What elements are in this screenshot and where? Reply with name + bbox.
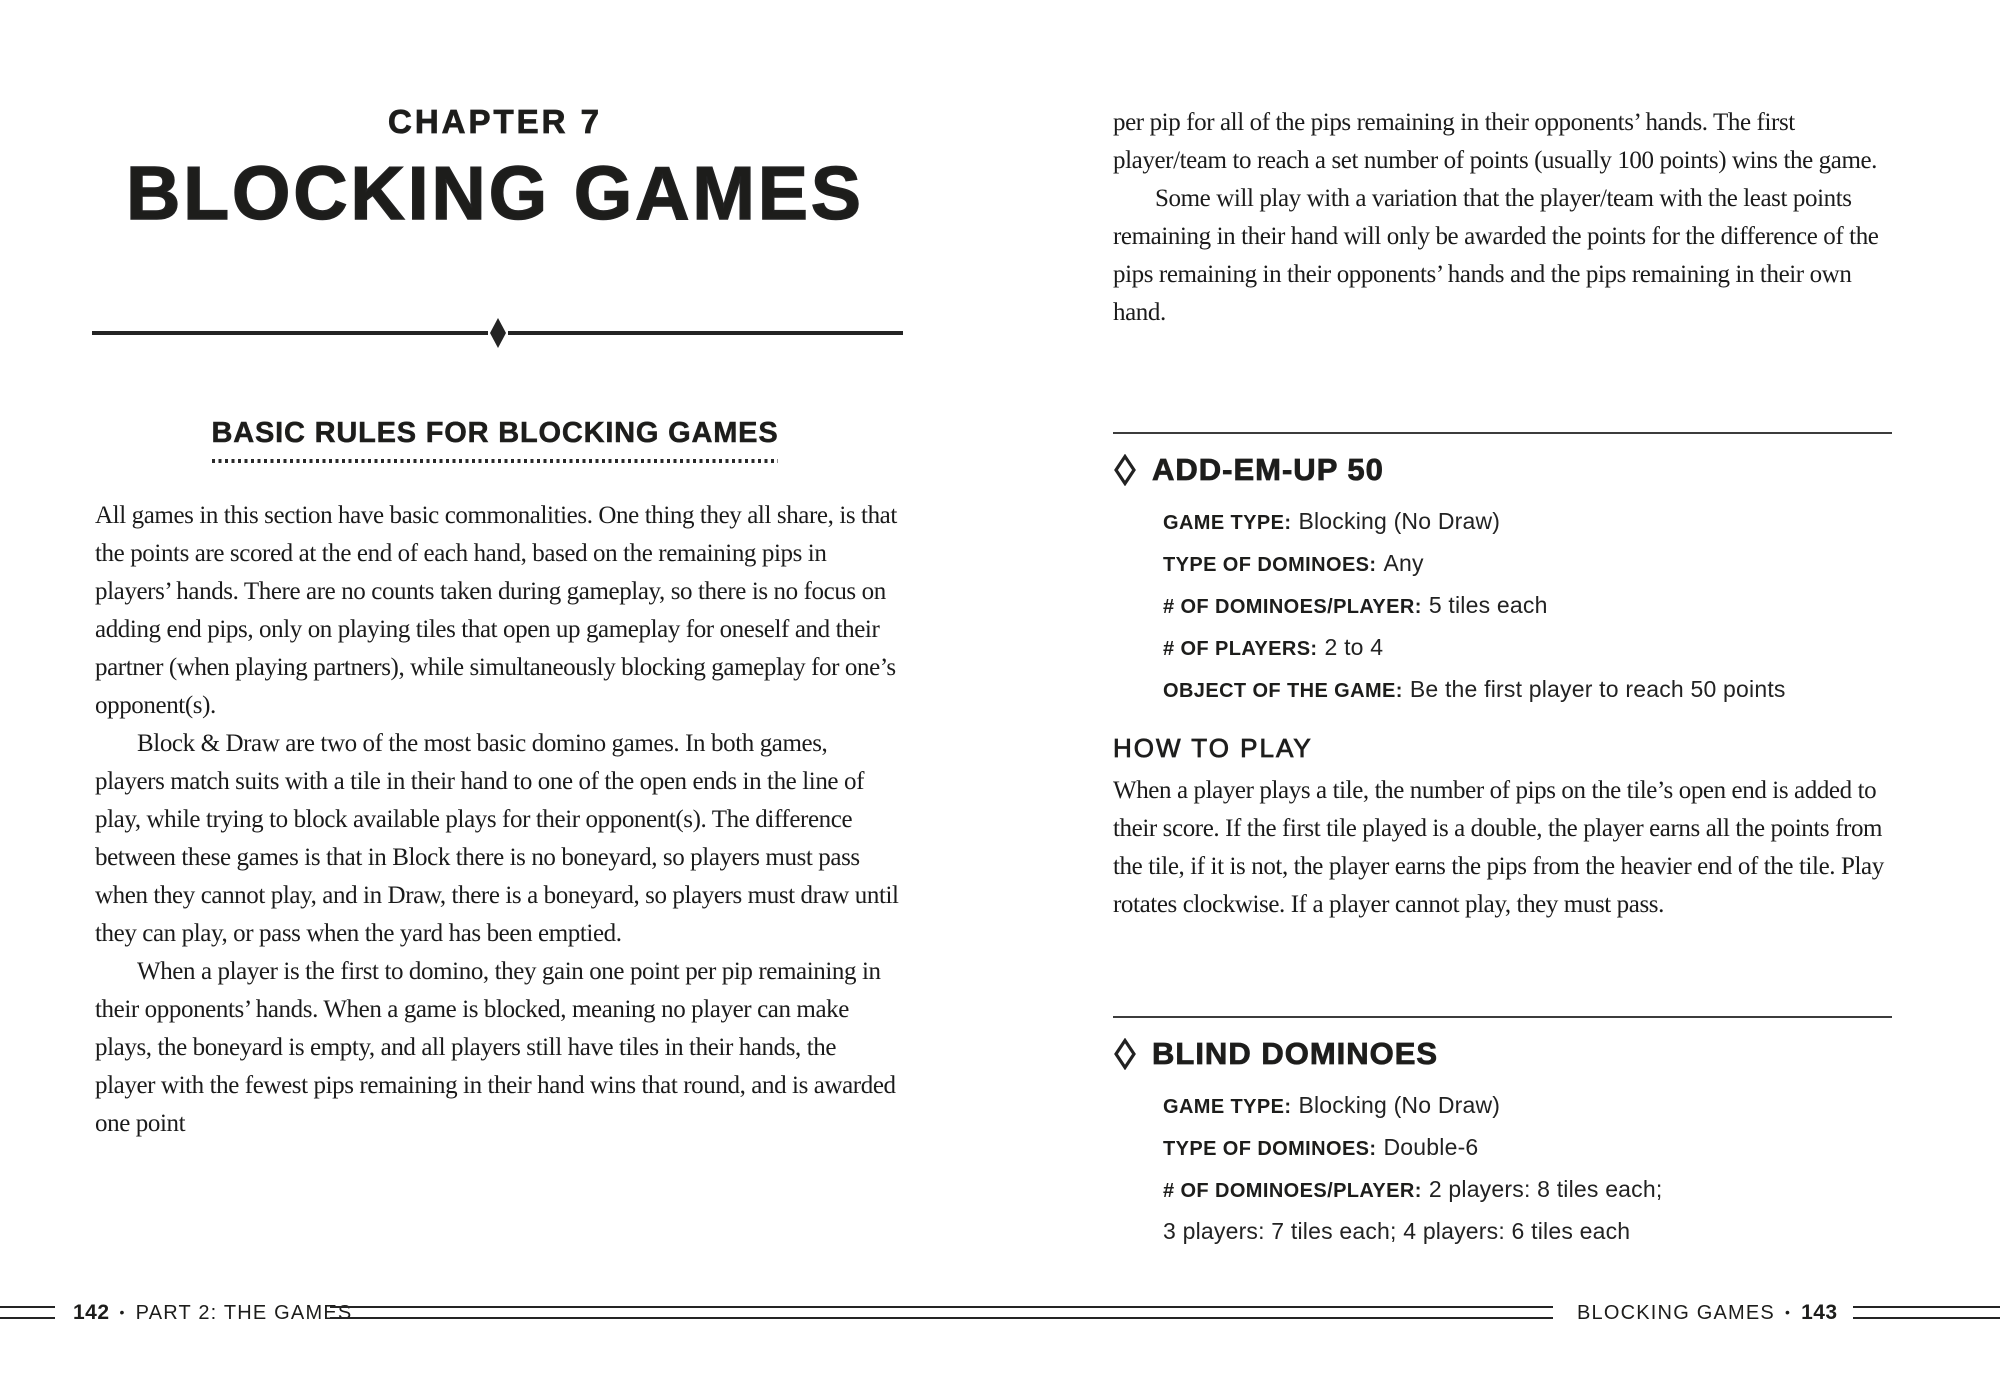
how-to-play-heading: HOW TO PLAY [1113,733,1313,763]
spec-value: Blocking (No Draw) [1298,508,1501,534]
spec-value: 5 tiles each [1428,592,1548,618]
spec-value: Be the first player to reach 50 points [1409,676,1786,702]
right-page [1113,0,1892,1400]
chapter-label: CHAPTER 7 [387,103,603,140]
left-page [95,0,899,1400]
spec-value-continued: 3 players: 7 tiles each; 4 players: 6 tiles each [1163,1218,1631,1244]
spec-row [1163,628,1892,670]
paragraph: per pip for all of the pips remaining in their opponents’ hands. The first player/team to reach a set number of points (usually 100 points) wins the game. [1113,109,1878,174]
spec-label: # OF DOMINOES/PLAYER: [1163,1180,1422,1202]
spec-label: GAME TYPE: [1163,1096,1292,1118]
footer-label: PART 2: THE GAMES [135,1302,353,1324]
footer-dot-separator: • [119,1304,126,1320]
footer-left [73,1299,352,1326]
spec-row [1163,502,1892,544]
footer-rule-center [330,1306,1553,1319]
game-name: ADD-EM-UP 50 [1152,452,1384,487]
spec-label: # OF DOMINOES/PLAYER: [1163,596,1422,618]
game-name: BLIND DOMINOES [1152,1036,1439,1071]
dotted-underline [212,459,779,463]
spec-row [1163,1170,1892,1251]
footer-label: BLOCKING GAMES [1577,1302,1775,1324]
chapter-title: BLOCKING GAMES [126,151,864,235]
footer-right [1577,1299,1838,1326]
right-intro-text [1113,104,1892,332]
paragraph: Block & Draw are two of the most basic domino games. In both games, players match suits with a tile in their hand to one of the open ends in the line of play, while trying to block available plays for their opponent(s). The difference between these games is that in Block there is no boneyard, so players must pass when they cannot play, and in Draw, there is a boneyard, so players must draw until they can play, or pass when the yard has been emptied. [95,730,899,947]
spec-label: GAME TYPE: [1163,512,1292,534]
spec-row [1163,544,1892,586]
spec-label: # OF PLAYERS: [1163,638,1318,660]
spec-label: TYPE OF DOMINOES: [1163,1138,1377,1160]
spec-value: Blocking (No Draw) [1298,1092,1501,1118]
diamond-outline-icon [1113,454,1137,486]
paragraph: When a player is the first to domino, they gain one point per pip remaining in their opponents’ hands. When a game is blocked, meaning no player can make plays, the boneyard is empty, and all players still have tiles in their hands, the player with the fewest pips remaining in their hand wins that round, and is awarded one point [95,958,896,1137]
footer-dot-separator: • [1784,1304,1792,1320]
left-body-text [95,497,900,1143]
spec-row [1163,1086,1892,1128]
section-rule [1113,432,1892,434]
spec-label: TYPE OF DOMINOES: [1163,554,1377,576]
diamond-outline-icon [1113,1038,1137,1070]
game-heading-blind-dominoes [1113,1036,1438,1072]
paragraph: Some will play with a variation that the player/team with the least points remaining in their hand will only be awarded the points for the difference of the pips remaining in their opponents’ hands and the pips remaining in their own hand. [1113,185,1879,326]
how-to-play-text [1113,772,1892,924]
footer-rule-left [0,1306,55,1319]
title-divider [92,318,903,348]
page-number: 143 [1801,1301,1838,1324]
game-specs [1113,1086,1892,1251]
spec-value: 2 to 4 [1324,634,1384,660]
game-specs [1113,502,1892,712]
section-heading-wrap [95,417,895,463]
spec-value: 2 players: 8 tiles each; [1428,1176,1663,1202]
spec-row [1163,670,1892,712]
section-rule [1113,1016,1892,1018]
paragraph: All games in this section have basic commonalities. One thing they all share, is that the points are scored at the end of each hand, based on the remaining pips in players’ hands. There are no counts taken during gameplay, so there is no focus on adding end pips, only on playing tiles that open up gameplay for oneself and their partner (when playing partners), while simultaneously blocking gameplay for one’s opponent(s). [95,502,897,719]
divider-line-right [508,331,904,335]
section-heading: BASIC RULES FOR BLOCKING GAMES [211,417,779,449]
diamond-icon [487,318,509,348]
spec-row [1163,586,1892,628]
spec-row [1163,1128,1892,1170]
page-number: 142 [73,1301,110,1324]
footer-rule-right [1853,1306,2000,1319]
spec-value: Any [1383,550,1424,576]
game-heading-add-em-up-50 [1113,452,1384,488]
divider-line-left [92,331,488,335]
spec-label: OBJECT OF THE GAME: [1163,680,1403,702]
spec-value: Double-6 [1383,1134,1479,1160]
paragraph: When a player plays a tile, the number of pips on the tile’s open end is added to their score. If the first tile played is a double, the player earns all the points from the tile, if it is not, the player earns the pips from the heavier end of the tile. Play rotates clockwise. If a player cannot play, they must pass. [1113,777,1884,918]
